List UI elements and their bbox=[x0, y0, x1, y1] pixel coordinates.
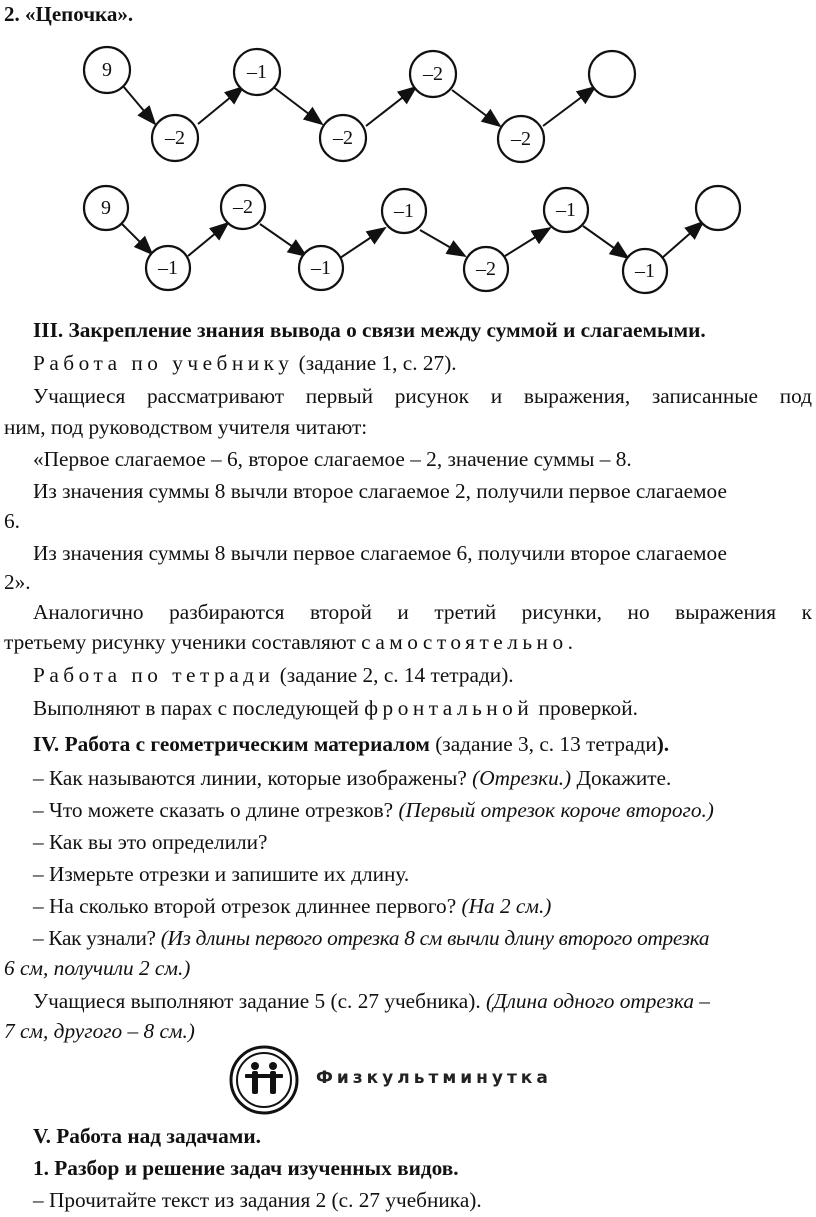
para6 bbox=[33, 695, 638, 721]
section3-title: III. Закрепление знания вывода о связи между суммой и слагаемыми. bbox=[33, 318, 706, 342]
work-textbook-line bbox=[33, 350, 457, 376]
question-4: – Измерьте отрезки и запишите их длину. bbox=[33, 862, 410, 886]
q5-answer: (На 2 см.) bbox=[461, 894, 552, 918]
question-5 bbox=[33, 893, 551, 919]
q6-text: – Как узнали? bbox=[33, 926, 161, 950]
chain-diagram-2 bbox=[0, 178, 816, 298]
section5-title: V. Работа над задачами. bbox=[33, 1124, 261, 1148]
chain1-label-3: –1 bbox=[247, 61, 267, 83]
chain2-arrow-2 bbox=[188, 223, 228, 256]
chain2-label-1: 9 bbox=[101, 197, 111, 219]
section4-title-bold: IV. Работа с геометрическим материалом bbox=[33, 732, 430, 756]
chain2-label-6: –2 bbox=[476, 258, 496, 280]
para1-line1: Учащиеся рассматривают первый рисунок и выражения, записанные под bbox=[33, 384, 812, 408]
chain1-node-7 bbox=[589, 51, 635, 97]
question-1 bbox=[33, 765, 671, 791]
para4-line1: Из значения суммы 8 вычли первое слагаемое 6, получили второе слагаемое bbox=[33, 541, 727, 565]
chain2-label-7: –1 bbox=[556, 199, 576, 221]
work-notebook-ref: (задание 2, с. 14 тетради). bbox=[274, 663, 514, 687]
people-icon bbox=[228, 1044, 300, 1116]
para5-spaced: самостоятельно bbox=[361, 630, 568, 654]
para7-line1 bbox=[33, 988, 710, 1014]
fizminutka-banner bbox=[228, 1048, 588, 1112]
para5-line2 bbox=[4, 629, 812, 655]
para1-line2: ним, под руководством учителя читают: bbox=[4, 415, 368, 439]
chain2-label-2: –1 bbox=[158, 257, 178, 279]
q1-answer: (Отрезки.) bbox=[472, 766, 572, 790]
chain2-arrow-4 bbox=[340, 228, 385, 258]
chain1-arrow-4 bbox=[366, 87, 416, 126]
chain2-node-9 bbox=[696, 186, 740, 230]
q5-text: – На сколько второй отрезок длиннее первого? bbox=[33, 894, 462, 918]
chain2-label-8: –1 bbox=[635, 260, 655, 282]
question-6-line1 bbox=[33, 925, 709, 951]
section5-question: – Прочитайте текст из задания 2 (с. 27 учебника). bbox=[33, 1188, 482, 1212]
question-3: – Как вы это определили? bbox=[33, 830, 268, 854]
chain1-label-4: –2 bbox=[333, 127, 353, 149]
question-6-line2: 6 см, получили 2 см.) bbox=[4, 956, 191, 980]
chain2-arrow-5 bbox=[420, 230, 465, 256]
para7-line2: 7 см, другого – 8 см.) bbox=[4, 1019, 195, 1043]
chain1-label-6: –2 bbox=[511, 128, 531, 150]
para3-line1: Из значения суммы 8 вычли второе слагаемое 2, получили первое слагаемое bbox=[33, 479, 727, 503]
para5-end: . bbox=[567, 630, 573, 654]
chain-diagram-1 bbox=[0, 44, 816, 178]
chain2-label-4: –1 bbox=[311, 257, 331, 279]
section4-title-end: ). bbox=[656, 732, 670, 756]
chain2-arrow-6 bbox=[505, 228, 550, 256]
para6-spaced: фронтальной bbox=[364, 696, 534, 720]
q1-end: Докажите. bbox=[571, 766, 672, 790]
q6-answer: (Из длины первого отрезка 8 см вычли длину второго отрезка bbox=[160, 926, 710, 950]
para4-line2: 2». bbox=[4, 570, 31, 594]
question-2 bbox=[33, 797, 714, 823]
chain1-label-5: –2 bbox=[423, 63, 443, 85]
p7-text: Учащиеся выполняют задание 5 (с. 27 учебника). bbox=[33, 989, 486, 1013]
q2-text: – Что можете сказать о длине отрезков? bbox=[33, 798, 399, 822]
section4-title bbox=[33, 731, 669, 757]
para6-text: Выполняют в парах с последующей bbox=[33, 696, 365, 720]
chain2-arrow-1 bbox=[122, 224, 152, 254]
chain1-arrow-5 bbox=[452, 90, 500, 126]
q2-answer: (Первый отрезок короче второго.) bbox=[398, 798, 714, 822]
chain2-label-3: –2 bbox=[233, 196, 253, 218]
section5-subtitle: 1. Разбор и решение задач изученных видов. bbox=[33, 1156, 459, 1180]
section-heading-chain: 2. «Цепочка». bbox=[4, 2, 134, 26]
work-textbook-label: Работа по учебнику bbox=[33, 351, 294, 375]
q1-text: – Как называются линии, которые изображены? bbox=[33, 766, 473, 790]
chain1-arrow-6 bbox=[543, 87, 595, 126]
chain2-label-5: –1 bbox=[394, 200, 414, 222]
para6-end: проверкой. bbox=[533, 696, 638, 720]
work-notebook-line bbox=[33, 662, 514, 688]
para2: «Первое слагаемое – 6, второе слагаемое – 2, значение суммы – 8. bbox=[33, 447, 632, 471]
chain1-arrow-3 bbox=[272, 86, 322, 124]
para5-line1: Аналогично разбираются второй и третий рисунки, но выражения к bbox=[33, 600, 812, 624]
section4-title-ref: (задание 3, с. 13 тетради bbox=[429, 732, 657, 756]
chain1-label-1: 9 bbox=[102, 59, 112, 81]
chain1-label-2: –2 bbox=[165, 127, 185, 149]
chain2-arrow-3 bbox=[260, 224, 306, 256]
fizminutka-label: Физкультминутка bbox=[316, 1068, 552, 1088]
para3-line2: 6. bbox=[4, 509, 20, 533]
chain1-arrow-2 bbox=[198, 87, 243, 124]
chain2-arrow-7 bbox=[583, 226, 628, 258]
para5-text: третьему рисунку ученики составляют bbox=[4, 630, 362, 654]
work-notebook-label: Работа по тетради bbox=[33, 663, 275, 687]
chain2-arrow-8 bbox=[662, 222, 703, 258]
p7-answer: (Длина одного отрезка – bbox=[485, 989, 710, 1013]
chain1-arrow-1 bbox=[123, 86, 155, 124]
work-textbook-ref: (задание 1, с. 27). bbox=[293, 351, 457, 375]
